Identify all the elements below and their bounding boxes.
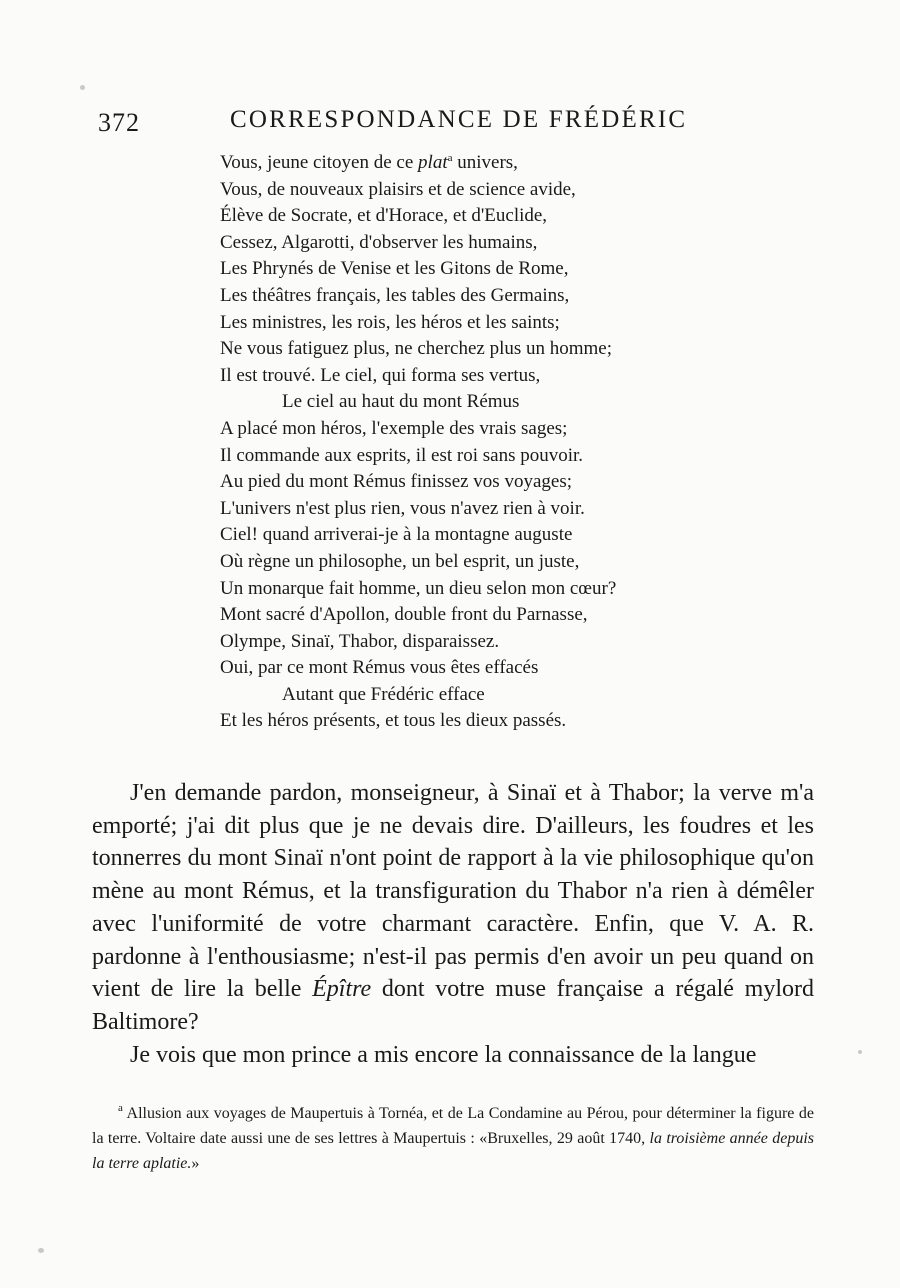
poem-line: Les Phrynés de Venise et les Gitons de Rome,: [220, 258, 569, 280]
poem-line-text: Vous, jeune citoyen de ce: [220, 152, 419, 173]
poem-line-text: univers,: [452, 152, 518, 173]
poem-line: Élève de Socrate, et d'Horace, et d'Euclide,: [220, 205, 548, 227]
poem-line: Les ministres, les rois, les héros et les saints;: [220, 311, 560, 333]
poem-line: [220, 150, 616, 177]
page-number: 372: [98, 108, 140, 137]
footnote-marker: a: [118, 1102, 123, 1114]
footnote-italic: la troisième année depuis la terre aplatie.: [92, 1130, 814, 1172]
paragraph-text: dont votre muse française a régalé mylord Baltimore?: [92, 976, 814, 1035]
poem-line: Cessez, Algarotti, d'observer les humains,: [220, 231, 538, 253]
prose-body: [92, 777, 814, 1071]
poem-line: Un monarque fait homme, un dieu selon mon cœur?: [220, 577, 617, 599]
footnote-text: »: [191, 1155, 200, 1172]
poem-line: Vous, de nouveaux plaisirs et de science avide,: [220, 178, 576, 200]
paragraph: [92, 777, 814, 1039]
poem-line: Les théâtres français, les tables des Germains,: [220, 284, 570, 306]
footnote-marker: a: [447, 152, 453, 164]
poem-line: Ciel! quand arriverai-je à la montagne auguste: [220, 524, 573, 546]
poem-line: A placé mon héros, l'exemple des vrais sages;: [220, 417, 568, 439]
running-head: CORRESPONDANCE DE FRÉDÉRIC: [230, 106, 688, 133]
paper-speck: [80, 85, 85, 90]
paragraph-text: J'en demande pardon, monseigneur, à Sinaï et à Thabor; la verve m'a emporté; j'ai dit plus que je ne devais dire. D'ailleurs, les foudres et les tonnerres du mont Sinaï n'ont point de rapport à la vie philosophique qu'on mène au mont Rémus, et la transfiguration du Thabor n'a rien à démêler avec l'uniformité de votre charmant caractère. Enfin, que V. A. R. pardonne à l'enthousiasme; n'est-il pas permis d'en avoir un peu quand on vient de lire la belle: [92, 780, 814, 1003]
poem-line-indented: Le ciel au haut du mont Rémus: [282, 391, 520, 413]
poem-line: Olympe, Sinaï, Thabor, disparaissez.: [220, 630, 500, 652]
poem-line: Ne vous fatiguez plus, ne cherchez plus un homme;: [220, 338, 613, 360]
poem: [220, 150, 616, 735]
poem-line: Il commande aux esprits, il est roi sans pouvoir.: [220, 444, 584, 466]
italic-title: Épître: [312, 976, 372, 1003]
footnote-text: Allusion aux voyages de Maupertuis à Tornéa, et de La Condamine au Pérou, pour déterminer la figure de la terre. Voltaire date aussi une de ses lettres à Maupertuis : «Bruxelles, 29 août 1740,: [92, 1105, 814, 1147]
poem-line: L'univers n'est plus rien, vous n'avez rien à voir.: [220, 497, 585, 519]
poem-line: Mont sacré d'Apollon, double front du Parnasse,: [220, 604, 588, 626]
poem-line: Où règne un philosophe, un bel esprit, un juste,: [220, 550, 580, 572]
poem-line: Au pied du mont Rémus finissez vos voyages;: [220, 471, 572, 493]
footnote-paragraph: [92, 1101, 814, 1176]
poem-line: Il est trouvé. Le ciel, qui forma ses vertus,: [220, 364, 541, 386]
paper-speck: [38, 1248, 44, 1253]
poem-line: Et les héros présents, et tous les dieux passés.: [220, 710, 567, 732]
italic-word: plat: [418, 152, 448, 173]
paragraph: Je vois que mon prince a mis encore la connaissance de la langue: [130, 1041, 757, 1068]
paper-speck: [858, 1050, 862, 1054]
poem-line-indented: Autant que Frédéric efface: [282, 683, 485, 705]
footnote: [92, 1101, 814, 1176]
poem-line: Oui, par ce mont Rémus vous êtes effacés: [220, 657, 539, 679]
